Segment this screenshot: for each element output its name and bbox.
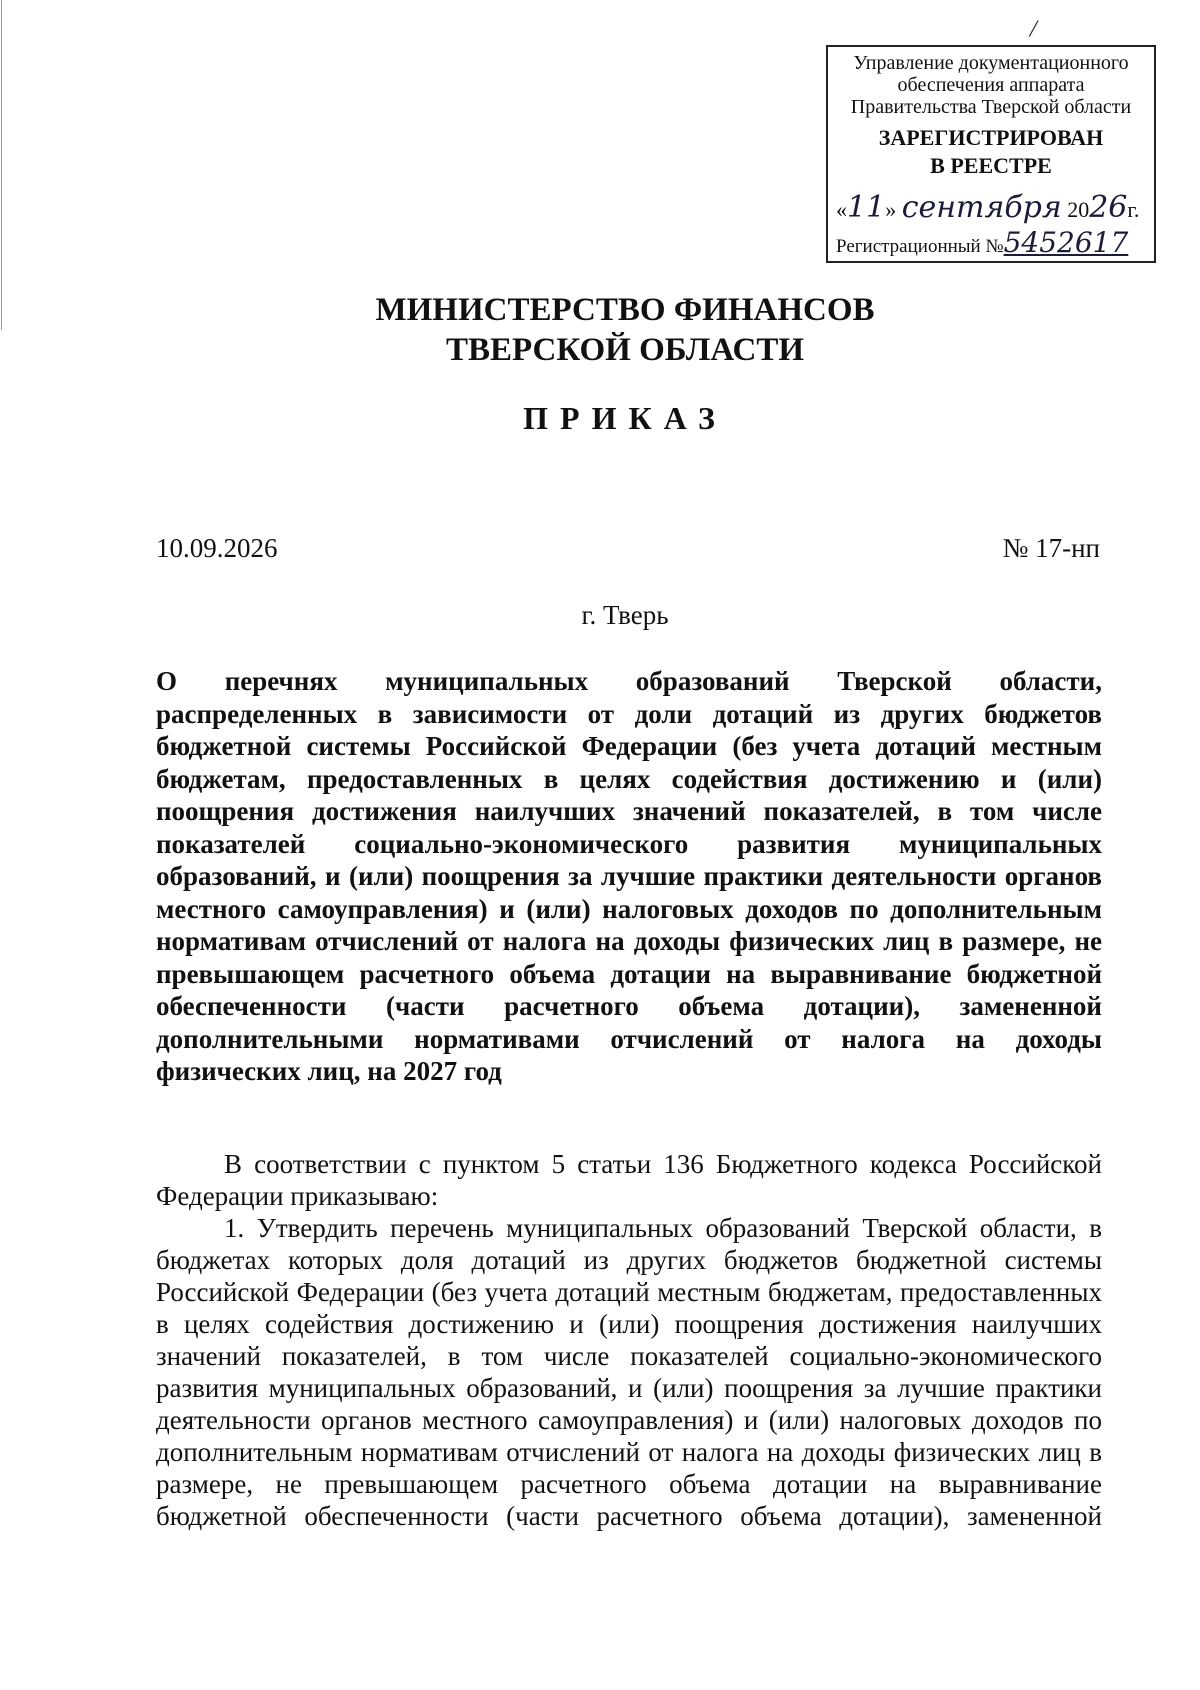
- stamp-dept-line: Управление документационного: [853, 52, 1129, 74]
- ministry-line: МИНИСТЕРСТВО ФИНАНСОВ: [375, 292, 875, 328]
- registration-stamp: [826, 45, 1156, 263]
- stamp-date-year-suffix: 26: [1089, 190, 1128, 225]
- stamp-dept-line: Правительства Тверской области: [850, 96, 1132, 118]
- stamp-registered-line: В РЕЕСТРЕ: [930, 153, 1052, 178]
- stamp-reg-number: 5452617: [1003, 226, 1129, 259]
- stamp-date-quote-open: «: [836, 197, 847, 222]
- stamp-registration-number: [836, 226, 1150, 259]
- order-title: ПРИКАЗ: [523, 400, 727, 436]
- order-city: г. Тверь: [581, 600, 669, 630]
- stamp-date-month: сентября: [901, 190, 1062, 225]
- stamp-department: [828, 52, 1154, 118]
- stamp-date-year-prefix: 20: [1067, 197, 1090, 222]
- stamp-registered: [828, 124, 1154, 180]
- stamp-date-quote-close: »: [885, 197, 897, 222]
- stamp-reg-label: Регистрационный №: [836, 236, 1004, 257]
- stamp-date-day: 11: [847, 190, 886, 225]
- body-item-1: 1. Утвердить перечень муниципальных образований Тверской области, в бюджетах которых доля дотаций из других бюджетов бюджетной системы Российской Федерации (без учета дотаций местным бюджетам, предоставленных в целях содействия достижению и (или) поощрения достижения наилучших значений показателей, в том числе показателей социально-экономического развития муниципальных образований, и (или) поощрения за лучшие практики деятельности органов местного самоуправления) и (или) налоговых доходов по дополнительным нормативам отчислений от налога на доходы физических лиц в размере, не превышающем расчетного объема дотации на выравнивание бюджетной обеспеченности (части расчетного объема дотации), замененной: [156, 1213, 1102, 1531]
- order-subject: О перечнях муниципальных образований Тверской области, распределенных в зависимости от доли дотаций из других бюджетов бюджетной системы Российской Федерации (без учета дотаций местным бюджетам, предоставленных в целях содействия достижению и (или) поощрения достижения наилучших значений показателей, в том числе показателей социально-экономического развития муниципальных образований, и (или) поощрения за лучшие практики деятельности органов местного самоуправления) и (или) налоговых доходов по дополнительным нормативам отчислений от налога на доходы физических лиц в размере, не превышающем расчетного объема дотации на выравнивание бюджетной обеспеченности (части расчетного объема дотации), замененной дополнительными нормативами отчислений от налога на доходы физических лиц, на 2027 год: [156, 666, 1102, 1086]
- ministry-line: ТВЕРСКОЙ ОБЛАСТИ: [445, 332, 805, 368]
- body-preamble: В соответствии с пунктом 5 статьи 136 Бюджетного кодекса Российской Федерации приказываю:: [156, 1149, 1102, 1211]
- stamp-registered-line: ЗАРЕГИСТРИРОВАН: [878, 125, 1104, 150]
- ministry-name: [0, 290, 1200, 370]
- handwritten-tick-mark: /: [1027, 13, 1040, 44]
- stamp-dept-line: обеспечения аппарата: [897, 74, 1085, 96]
- order-date: 10.09.2026: [156, 533, 278, 563]
- order-number: № 17-нп: [1002, 533, 1100, 563]
- order-body: [156, 1148, 1102, 1532]
- stamp-date: [836, 190, 1150, 225]
- stamp-date-g: г.: [1127, 197, 1140, 222]
- scan-edge-line: [1, 0, 2, 330]
